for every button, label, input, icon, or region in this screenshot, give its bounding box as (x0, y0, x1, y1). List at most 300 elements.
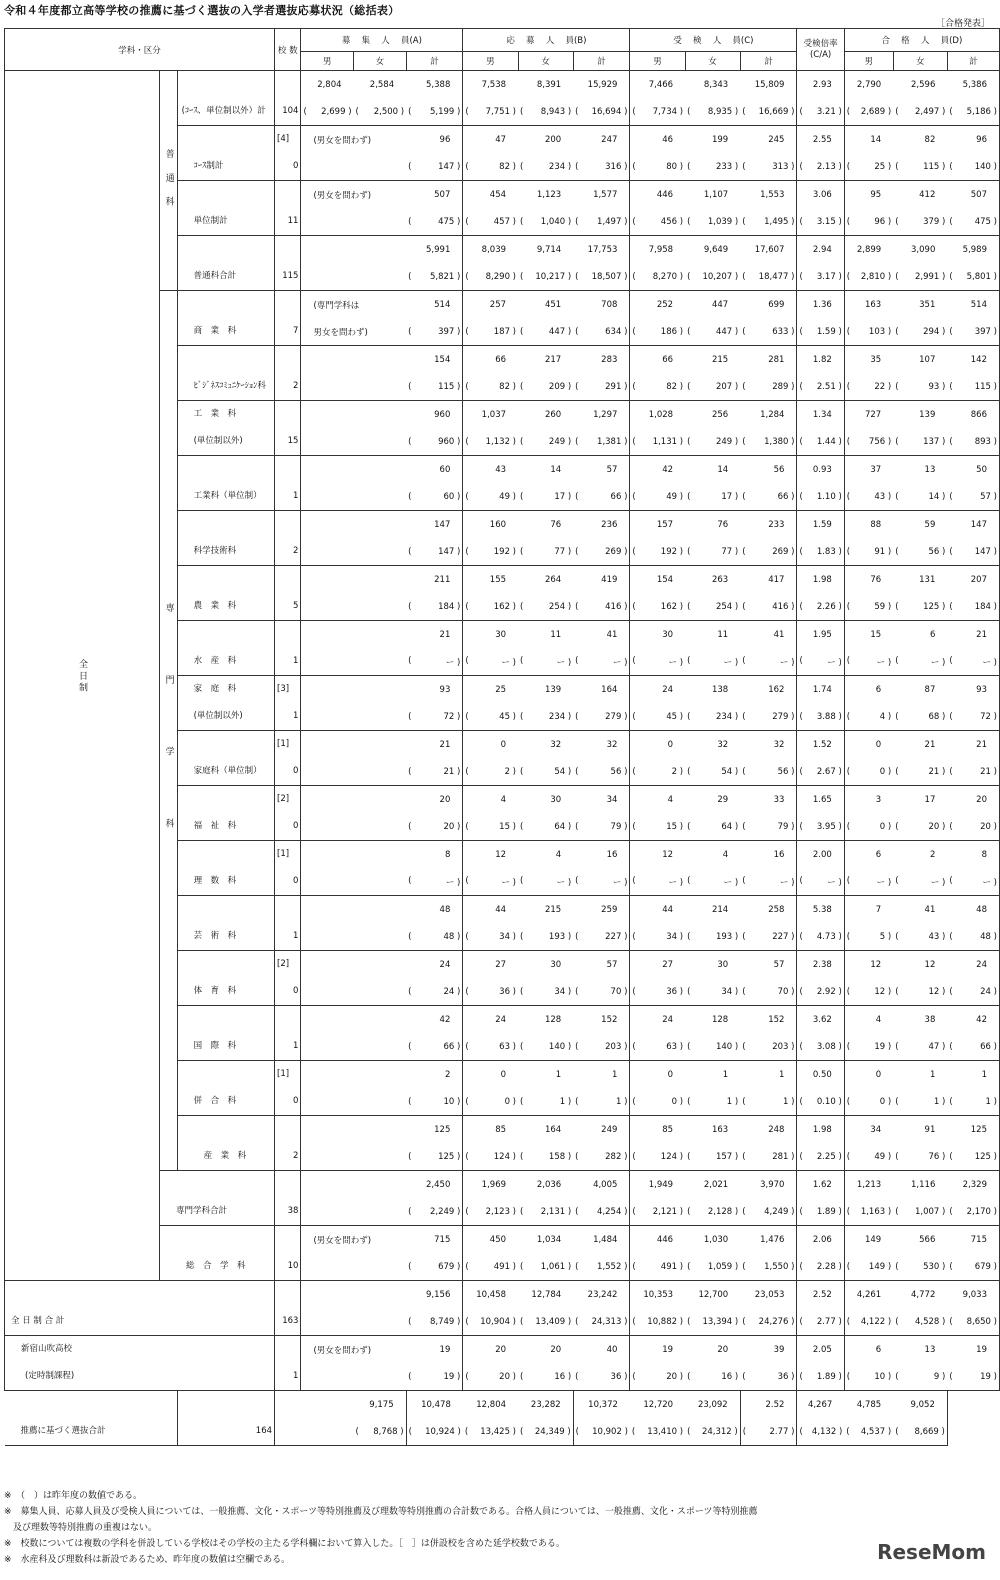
juken-total-value: 1,284 (760, 409, 785, 420)
oubo-prev-male (463, 318, 518, 346)
juken-prev-female (685, 208, 740, 236)
boshu-prev-total (354, 1418, 407, 1446)
juken-prev-male (630, 978, 685, 1006)
juken-total (740, 1336, 797, 1364)
goukaku-prev-total-value: 66 (980, 1041, 991, 1052)
paren-open: ( (895, 161, 899, 172)
dept-label-1 (180, 621, 272, 648)
juken-prev-male (630, 153, 685, 181)
paren-close: ) (788, 436, 795, 447)
paren-close: ) (621, 1041, 628, 1052)
juken-prev-total (740, 1088, 797, 1116)
juken-rate-prev (797, 923, 844, 951)
paren-open: ( (949, 1261, 953, 1272)
goukaku-female-value: 2,596 (911, 79, 936, 90)
juken-total-value: 17,607 (754, 244, 785, 255)
paren-close: ) (835, 1041, 842, 1052)
paren-close: ) (398, 106, 405, 117)
juken-female-value: 12,700 (698, 1289, 729, 1300)
juken-prev-male (630, 758, 685, 786)
paren-close: ) (939, 931, 946, 942)
goukaku-total-value: 8 (981, 849, 987, 860)
juken-rate-prev-value: 1.44 (816, 436, 836, 447)
juken-total-value: 417 (768, 574, 785, 585)
oubo-total-value: 34 (606, 794, 618, 805)
juken-male-value: 46 (662, 134, 674, 145)
juken-male-value: 0 (667, 739, 674, 750)
boshu-female (354, 346, 407, 374)
paren-close: ) (885, 436, 892, 447)
paren-open: ( (575, 271, 579, 282)
goukaku-male-value: 88 (870, 519, 882, 530)
juken-prev-female-value: 13,394 (702, 1316, 733, 1327)
recruit-note: (男女を問わず) (313, 1235, 372, 1246)
recruit-note: (男女を問わず) (313, 135, 372, 146)
paren-close: ) (677, 546, 684, 557)
juken-male (630, 1226, 685, 1254)
paren-close: ) (509, 821, 517, 832)
dept-label-2: 推薦に基づく選抜合計 (20, 1426, 106, 1436)
paren-open: ( (799, 1151, 803, 1162)
oubo-prev-male (463, 98, 518, 126)
schools-count-cell (275, 1171, 301, 1226)
goukaku-female-value: 12 (924, 959, 936, 970)
paren-open: ( (520, 106, 524, 117)
goukaku-total-value: 5,386 (962, 79, 987, 90)
paren-open: ( (742, 381, 746, 392)
paren-close: ) (509, 161, 517, 172)
paren-open: ( (687, 821, 691, 832)
boshu-prev-female (354, 483, 407, 511)
paren-close: ) (788, 931, 795, 942)
paren-open: ( (465, 601, 469, 612)
oubo-female-value: 1,123 (536, 189, 562, 200)
schools-count-cell (275, 1281, 301, 1336)
boshu-female (354, 1116, 407, 1144)
dept-label-2: 全 日 制 合 計 (11, 1316, 65, 1326)
paren-close: ) (565, 1151, 572, 1162)
goukaku-male (844, 126, 893, 154)
juken-prev-total (740, 98, 797, 126)
goukaku-female-value: 566 (919, 1234, 936, 1245)
dept-label-2: 産 業 科 (203, 1151, 247, 1161)
paren-close: ) (990, 931, 997, 942)
goukaku-prev-total (947, 153, 999, 181)
oubo-prev-total (573, 978, 630, 1006)
juken-prev-male-value: ー (668, 657, 678, 668)
dept-label-1: 工 業 科 (193, 409, 237, 419)
juken-female (685, 566, 740, 594)
goukaku-female-value: 1 (929, 1069, 936, 1080)
goukaku-prev-total (947, 1143, 999, 1171)
oubo-prev-total-value: 36 (610, 1371, 622, 1382)
juken-male (630, 71, 685, 99)
paren-open: ( (632, 1151, 636, 1162)
paren-open: ( (799, 766, 803, 777)
boshu-prev-male (301, 1143, 354, 1171)
goukaku-prev-male-value: 149 (868, 1261, 886, 1272)
juken-prev-total-value: 281 (772, 1151, 789, 1162)
paren-close: ) (732, 546, 739, 557)
oubo-total (573, 1061, 630, 1089)
paren-open: ( (846, 1206, 851, 1217)
juken-rate-prev-value: 1.10 (816, 491, 836, 502)
goukaku-female (893, 181, 947, 209)
juken-prev-male (630, 703, 685, 731)
oubo-prev-total-value: 416 (605, 601, 622, 612)
juken-total (740, 71, 797, 99)
paren-open: ( (687, 711, 691, 722)
paren-close: ) (885, 657, 892, 668)
juken-rate-prev (797, 263, 844, 291)
juken-prev-female (685, 428, 740, 456)
goukaku-prev-male (844, 428, 893, 456)
goukaku-female (893, 126, 947, 154)
goukaku-male (844, 1061, 893, 1089)
boshu-prev-male (301, 923, 354, 951)
oubo-prev-total (573, 263, 630, 291)
boshu-male (301, 401, 354, 429)
goukaku-male (844, 236, 893, 264)
oubo-prev-male (406, 1418, 463, 1446)
juken-prev-total (740, 263, 797, 291)
oubo-prev-male-value: 162 (493, 601, 510, 612)
juken-male-value: 1,028 (648, 409, 674, 420)
oubo-male (463, 841, 518, 869)
boshu-total (406, 566, 463, 594)
juken-male-value: 1,949 (648, 1179, 674, 1190)
oubo-male-value: 0 (500, 1069, 507, 1080)
oubo-female (518, 236, 573, 264)
juken-rate-prev-value: 3.21 (816, 106, 836, 117)
oubo-prev-total-value: 4,254 (597, 1206, 622, 1217)
juken-prev-male-value: ー (668, 877, 678, 888)
juken-rate-prev (797, 538, 844, 566)
paren-close: ) (885, 1316, 892, 1327)
goukaku-female (893, 71, 947, 99)
paren-close: ) (509, 1371, 517, 1382)
goukaku-female-value: 6 (929, 629, 936, 640)
goukaku-male-value: 163 (864, 299, 882, 310)
oubo-prev-male-value: 1,132 (485, 436, 510, 447)
oubo-total (573, 1006, 630, 1034)
juken-prev-male-value: 34 (666, 931, 678, 942)
juken-rate-value: 5.38 (812, 904, 832, 915)
paren-close: ) (621, 216, 628, 227)
boshu-prev-total-value: 960 (438, 436, 455, 447)
boshu-prev-total (406, 263, 463, 291)
juken-male (630, 291, 685, 319)
oubo-prev-male-value: 82 (499, 161, 510, 172)
boshu-total-value: 42 (439, 1014, 451, 1025)
boshu-prev-total (406, 153, 463, 181)
boshu-prev-total-value: 10 (443, 1096, 455, 1107)
oubo-female-value: 260 (544, 409, 562, 420)
oubo-total-value: 708 (601, 299, 618, 310)
juken-rate-prev-value: 2.77 (769, 1426, 789, 1437)
juken-male-value: 24 (662, 684, 674, 695)
boshu-female (354, 786, 407, 814)
oubo-prev-male (463, 428, 518, 456)
dept-label-2: 国 際 科 (193, 1041, 237, 1051)
oubo-prev-female (518, 98, 573, 126)
paren-open: ( (799, 821, 803, 832)
goukaku-prev-total-value: 5,801 (966, 271, 991, 282)
paren-close: ) (732, 931, 739, 942)
juken-rate-prev-value: 3.15 (816, 216, 836, 227)
oubo-prev-female (518, 483, 573, 511)
dept-label-2: 体 育 科 (193, 986, 237, 996)
juken-prev-male-value: 8,270 (652, 271, 678, 282)
paren-close: ) (454, 436, 461, 447)
boshu-total-value: 93 (439, 684, 451, 695)
paren-close: ) (835, 986, 842, 997)
juken-prev-male-value: 49 (666, 491, 678, 502)
paren-open: ( (575, 1426, 579, 1437)
oubo-prev-female (518, 758, 573, 786)
goukaku-male (844, 401, 893, 429)
dept-label-cell (177, 401, 274, 456)
paren-close: ) (939, 326, 946, 337)
boshu-prev-total-value: 679 (438, 1261, 455, 1272)
juken-female-value: 14 (717, 464, 729, 475)
oubo-total-value: 41 (606, 629, 618, 640)
juken-prev-total (740, 1253, 797, 1281)
boshu-prev-total (406, 428, 463, 456)
goukaku-prev-male-value: 12 (874, 986, 886, 997)
subheader-oubo-total: 計 (573, 52, 630, 71)
oubo-prev-male-value: 8,290 (485, 271, 510, 282)
paren-open: ( (949, 601, 953, 612)
oubo-total (573, 621, 630, 649)
oubo-total (573, 1171, 630, 1199)
schools-count: 0 (293, 986, 299, 996)
paren-close: ) (677, 436, 684, 447)
paren-close: ) (835, 1096, 842, 1107)
oubo-prev-female-value: 193 (548, 931, 566, 942)
goukaku-prev-male-value: 2,810 (860, 271, 886, 282)
goukaku-prev-female (893, 318, 947, 346)
juken-prev-total (740, 703, 797, 731)
paren-close: ) (454, 1261, 461, 1272)
juken-prev-female (685, 1143, 740, 1171)
paren-close: ) (454, 1426, 461, 1437)
boshu-male (301, 236, 354, 264)
paren-close: ) (990, 106, 997, 117)
paren-open: ( (799, 271, 803, 282)
oubo-total-value: 236 (601, 519, 618, 530)
boshu-male (301, 841, 354, 869)
goukaku-male-value: 2,899 (856, 244, 882, 255)
paren-close: ) (885, 161, 892, 172)
oubo-male (463, 511, 518, 539)
goukaku-male (844, 676, 893, 704)
juken-prev-total-value: 633 (772, 326, 789, 337)
paren-open: ( (575, 436, 579, 447)
paren-close: ) (454, 381, 461, 392)
juken-rate-value: 1.98 (812, 574, 832, 585)
schools-count-cell (275, 1226, 301, 1281)
dept-label-cell (177, 346, 274, 401)
paren-open: ( (575, 986, 579, 997)
schools-count: 2 (293, 1151, 299, 1161)
paren-close: ) (990, 766, 997, 777)
paren-close: ) (788, 877, 795, 888)
schools-count: 15 (287, 436, 299, 446)
juken-total (740, 181, 797, 209)
dept-label-1 (180, 511, 272, 538)
schools-bracket (277, 456, 298, 483)
juken-total-value: 32 (773, 739, 785, 750)
juken-prev-male-value: 10,882 (647, 1316, 678, 1327)
juken-male-value: 24 (662, 1014, 674, 1025)
oubo-female (518, 291, 573, 319)
goukaku-prev-male-value: ー (876, 657, 886, 668)
oubo-prev-total-value: 66 (610, 491, 622, 502)
page-title: 令和４年度都立高等学校の推薦に基づく選抜の入学者選抜応募状況（総括表） (4, 4, 400, 17)
juken-total (740, 511, 797, 539)
goukaku-female-value: 91 (924, 1124, 936, 1135)
paren-open: ( (464, 1426, 469, 1437)
boshu-prev-female (354, 1088, 407, 1116)
schools-count: 0 (293, 1096, 299, 1106)
oubo-prev-male-value: ー (501, 877, 510, 888)
paren-open: ( (520, 655, 524, 666)
goukaku-female-value: 13 (924, 1344, 936, 1355)
paren-open: ( (742, 1041, 746, 1052)
schools-bracket (180, 1391, 272, 1418)
boshu-prev-total (406, 648, 463, 676)
dept-label-2: 専門学科合計 (176, 1206, 228, 1216)
goukaku-female (844, 1391, 893, 1419)
oubo-prev-female-value: ー (556, 877, 566, 888)
juken-male (630, 1061, 685, 1089)
juken-total (740, 346, 797, 374)
oubo-male-value: 1,037 (481, 409, 507, 420)
goukaku-prev-female (893, 428, 947, 456)
paren-open: ( (687, 436, 691, 447)
juken-male (630, 456, 685, 484)
boshu-female (354, 566, 407, 594)
boshu-prev-male (301, 1308, 354, 1336)
juken-rate-value: 2.55 (812, 134, 832, 145)
paren-close: ) (885, 931, 892, 942)
goukaku-female-value: 412 (919, 189, 936, 200)
goukaku-prev-total (947, 1253, 999, 1281)
schools-count-cell (275, 951, 301, 1006)
paren-open: ( (895, 875, 899, 886)
goukaku-prev-female (893, 208, 947, 236)
paren-close: ) (990, 986, 997, 997)
oubo-total (573, 1336, 630, 1364)
paren-close: ) (732, 1261, 739, 1272)
paren-close: ) (677, 711, 684, 722)
boshu-total (406, 1006, 463, 1034)
paren-open: ( (846, 271, 851, 282)
goukaku-prev-female (893, 98, 947, 126)
paren-close: ) (939, 1151, 946, 1162)
oubo-total (573, 896, 630, 924)
oubo-prev-female-value: 234 (548, 711, 566, 722)
paren-close: ) (565, 711, 572, 722)
paren-close: ) (885, 1426, 892, 1437)
boshu-prev-total (406, 1308, 463, 1336)
resemom-logo: ReseMom (877, 1540, 986, 1564)
paren-close: ) (454, 326, 461, 337)
goukaku-prev-male-value: 19 (874, 1041, 886, 1052)
juken-male-value: 66 (662, 354, 674, 365)
paren-open: ( (520, 1261, 524, 1272)
boshu-total (354, 1391, 407, 1419)
oubo-prev-female (518, 538, 573, 566)
oubo-male-value: 66 (495, 354, 507, 365)
paren-close: ) (565, 1206, 572, 1217)
dept-label-1 (180, 181, 272, 208)
boshu-female (354, 401, 407, 429)
juken-prev-total-value: 56 (777, 766, 789, 777)
juken-prev-total (740, 483, 797, 511)
dept-label-2: ｺｰｽ制計 (193, 161, 224, 171)
schools-bracket (277, 1006, 298, 1033)
juken-prev-total-value: 24,276 (758, 1316, 789, 1327)
paren-open: ( (895, 1371, 899, 1382)
schools-count: 11 (287, 216, 299, 226)
juken-rate-prev-value: 2.51 (816, 381, 836, 392)
oubo-prev-total (573, 483, 630, 511)
boshu-prev-male (301, 1198, 354, 1226)
oubo-prev-total (573, 208, 630, 236)
paren-open: ( (846, 436, 851, 447)
goukaku-total-value: 507 (970, 189, 987, 200)
juken-female (685, 1336, 740, 1364)
juken-prev-female-value: ー (723, 877, 733, 888)
goukaku-female (893, 1006, 947, 1034)
juken-rate-value: 0.93 (812, 464, 832, 475)
boshu-total (406, 841, 463, 869)
dept-label-cell (177, 511, 274, 566)
goukaku-prev-female (893, 593, 947, 621)
oubo-total (573, 841, 630, 869)
juken-female (630, 1391, 685, 1419)
paren-open: ( (799, 436, 803, 447)
dept-label-1 (180, 566, 272, 593)
juken-prev-female (630, 1418, 685, 1446)
goukaku-prev-total-value: 57 (980, 491, 991, 502)
oubo-prev-female-value: 64 (554, 821, 566, 832)
boshu-total (406, 676, 463, 704)
goukaku-male (844, 1336, 893, 1364)
goukaku-total (947, 1116, 999, 1144)
paren-open: ( (520, 931, 524, 942)
juken-rate-value: 3.62 (812, 1014, 832, 1025)
juken-prev-total-value: 1,495 (764, 216, 789, 227)
goukaku-total-value: 866 (970, 409, 987, 420)
goukaku-total (947, 566, 999, 594)
juken-prev-male (630, 813, 685, 841)
dept-label-2: 水 産 科 (193, 656, 237, 666)
paren-open: ( (632, 1096, 636, 1107)
juken-prev-female-value: 64 (721, 821, 733, 832)
table-row (5, 1336, 1000, 1364)
juken-rate-prev (797, 978, 844, 1006)
juken-prev-male (630, 1308, 685, 1336)
goukaku-female (893, 1226, 947, 1254)
oubo-prev-female (518, 923, 573, 951)
oubo-female-value: 1,034 (536, 1234, 562, 1245)
paren-close: ) (565, 106, 572, 117)
boshu-prev-total (406, 318, 463, 346)
paren-open: ( (687, 381, 691, 392)
